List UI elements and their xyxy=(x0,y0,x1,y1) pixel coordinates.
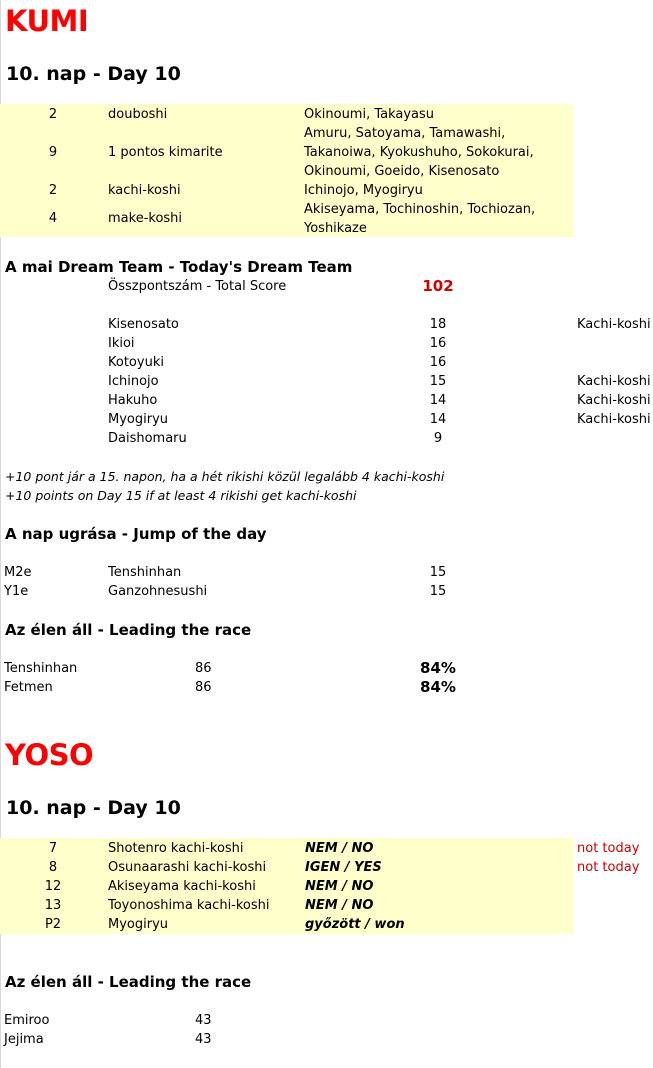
summary-label: douboshi xyxy=(108,107,168,122)
jump-points: 15 xyxy=(429,565,447,580)
summary-names: Takanoiwa, Kyokushuho, Sokokurai, xyxy=(304,145,534,160)
yoso-question-number: 8 xyxy=(48,860,58,875)
bonus-rule-hu: +10 pont jár a 15. napon, ha a hét rikishi közül legalább 4 kachi-koshi xyxy=(5,469,445,484)
summary-names: Yoshikaze xyxy=(304,221,367,236)
summary-label: 1 pontos kimarite xyxy=(108,145,223,160)
dream-team-rikishi: Kotoyuki xyxy=(108,355,164,370)
kumi-leading-heading: Az élen áll - Leading the race xyxy=(5,621,252,639)
yoso-question-number: 7 xyxy=(48,841,58,856)
summary-label: make-koshi xyxy=(108,211,183,226)
total-score-value: 102 xyxy=(422,277,454,295)
leader-name: Fetmen xyxy=(4,680,53,695)
dream-team-note: Kachi-koshi xyxy=(577,374,651,389)
jump-player: Tenshinhan xyxy=(108,565,182,580)
yoso-question: Akiseyama kachi-koshi xyxy=(108,879,256,894)
yoso-question-number: P2 xyxy=(44,917,62,932)
leader-points: 43 xyxy=(195,1013,212,1028)
leader-percent: 84% xyxy=(420,659,456,677)
yoso-question: Osunaarashi kachi-koshi xyxy=(108,860,267,875)
leader-name: Jejima xyxy=(4,1032,44,1047)
dream-team-points: 18 xyxy=(429,317,447,332)
dream-team-note: Kachi-koshi xyxy=(577,412,651,427)
yoso-question: Shotenro kachi-koshi xyxy=(108,841,244,856)
summary-names: Amuru, Satoyama, Tamawashi, xyxy=(304,126,506,141)
yoso-answer: győzött / won xyxy=(305,917,405,932)
yoso-question: Myogiryu xyxy=(108,917,169,932)
leader-percent: 84% xyxy=(420,678,456,696)
jump-rank: M2e xyxy=(4,565,32,580)
dream-team-points: 9 xyxy=(433,431,443,446)
yoso-question: Toyonoshima kachi-koshi xyxy=(108,898,270,913)
jump-rank: Y1e xyxy=(4,584,29,599)
leader-points: 86 xyxy=(195,680,212,695)
summary-names: Akiseyama, Tochinoshin, Tochiozan, xyxy=(304,202,536,217)
jump-heading: A nap ugrása - Jump of the day xyxy=(5,525,267,543)
summary-count: 2 xyxy=(48,107,58,122)
leader-name: Emiroo xyxy=(4,1013,50,1028)
bonus-rule-en: +10 points on Day 15 if at least 4 rikishi get kachi-koshi xyxy=(5,488,357,503)
leader-points: 43 xyxy=(195,1032,212,1047)
dream-team-rikishi: Kisenosato xyxy=(108,317,179,332)
dream-team-points: 14 xyxy=(429,393,447,408)
yoso-note: not today xyxy=(577,841,640,856)
yoso-answer: NEM / NO xyxy=(305,841,374,856)
dream-team-rikishi: Myogiryu xyxy=(108,412,169,427)
dream-team-rikishi: Hakuho xyxy=(108,393,158,408)
dream-team-rikishi: Ikioi xyxy=(108,336,135,351)
dream-team-points: 14 xyxy=(429,412,447,427)
yoso-question-number: 13 xyxy=(44,898,62,913)
yoso-title: YOSO xyxy=(5,738,94,772)
summary-names: Okinoumi, Goeido, Kisenosato xyxy=(304,164,500,179)
yoso-answer: NEM / NO xyxy=(305,879,374,894)
yoso-highlight xyxy=(0,838,574,934)
yoso-answer: NEM / NO xyxy=(305,898,374,913)
leader-name: Tenshinhan xyxy=(4,661,78,676)
yoso-answer: IGEN / YES xyxy=(305,860,382,875)
jump-player: Ganzohnesushi xyxy=(108,584,208,599)
summary-names: Ichinojo, Myogiryu xyxy=(304,183,423,198)
summary-names: Okinoumi, Takayasu xyxy=(304,107,435,122)
dream-team-points: 15 xyxy=(429,374,447,389)
dream-team-note: Kachi-koshi xyxy=(577,393,651,408)
dream-team-note: Kachi-koshi xyxy=(577,317,651,332)
summary-count: 4 xyxy=(48,211,58,226)
kumi-day-heading: 10. nap - Day 10 xyxy=(6,63,181,85)
dream-team-rikishi: Daishomaru xyxy=(108,431,187,446)
kumi-title: KUMI xyxy=(5,4,89,38)
dream-team-points: 16 xyxy=(429,355,447,370)
summary-count: 2 xyxy=(48,183,58,198)
dream-team-heading: A mai Dream Team - Today's Dream Team xyxy=(5,258,353,276)
yoso-day-heading: 10. nap - Day 10 xyxy=(6,797,181,819)
dream-team-rikishi: Ichinojo xyxy=(108,374,159,389)
leader-points: 86 xyxy=(195,661,212,676)
yoso-note: not today xyxy=(577,860,640,875)
yoso-leading-heading: Az élen áll - Leading the race xyxy=(5,973,252,991)
yoso-question-number: 12 xyxy=(44,879,62,894)
jump-points: 15 xyxy=(429,584,447,599)
summary-count: 9 xyxy=(48,145,58,160)
summary-label: kachi-koshi xyxy=(108,183,181,198)
dream-team-points: 16 xyxy=(429,336,447,351)
total-score-label: Összpontszám - Total Score xyxy=(108,279,287,294)
